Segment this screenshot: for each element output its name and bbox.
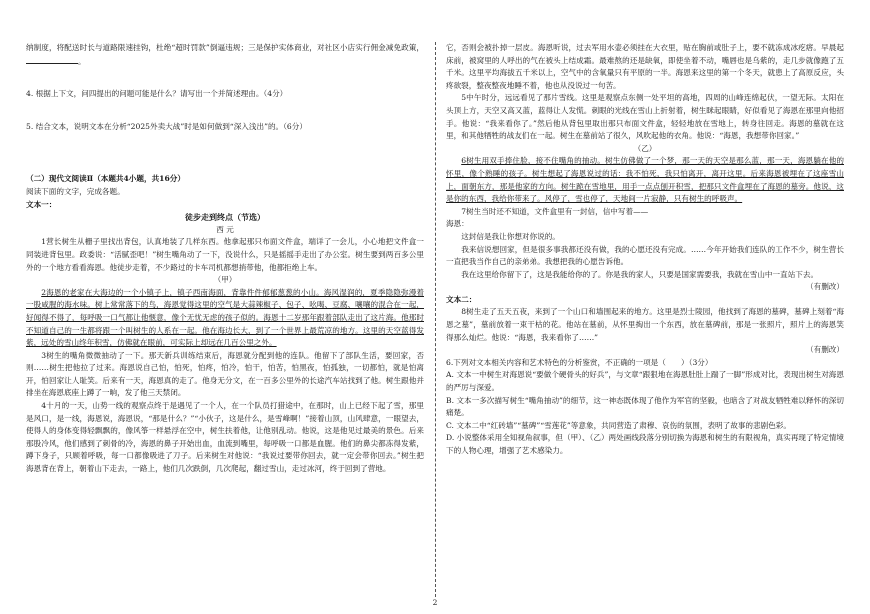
paragraph-6: 6树生用双手捧住脸，接不住嘴角的抽动。树生仿佛做了一个梦，那一天的天空是那么蓝，那一天，海恩躺在他的怀里，像个熟睡的孩子。树生想起了海恩说过的话：我不怕死，我只怕离开，离开这里。后来海恩被埋在了这座雪山上，面朝东方，那是他家的方向。树生跪在雪地里，用手一点点刨开积雪，把那只文件盒埋在了海恩的墓旁。他说，这是你的东西，我给你带来了。风停了，雪也停了，天地间一片寂静，只有树生的呼吸声。 xyxy=(446,156,844,204)
paragraph-4-continued: 它，否则会被扑掉一层皮。海恩听说，过去军用水壶必须挂在大衣里，贴在胸前或肚子上，要不就冻成冰疙瘩。早晨起床前，被窝里的人呼出的气在被头上结成霜。最难熬的还是缺氧，即使坐着不动，嘴唇也是乌紫的，走几步就像跑了五千米。这里平均海拔五千米以上，空气中的含氧量只有平原的一半。海恩来这里的第一个冬天，就患上了高原反应，头疼欲裂，整夜整夜地睡不着，他也从没说过一句苦。 xyxy=(446,43,844,90)
letter-line-1: 这封信是我让你想对你说的。 xyxy=(461,231,560,241)
option-d[interactable]: D. 小说整体采用全知视角叙事，但（甲）、（乙）两处画线段落分别切换为海恩和树生的有限视角，真实再现了特定情境下的人物心理，增强了艺术感染力。 xyxy=(446,433,844,455)
question-5: 5. 结合文本，说明文本在分析“2025外卖大战”时是如何做到“深入浅出”的。（6分） xyxy=(26,121,307,131)
text-2-paragraph: 8树生走了五天五夜，来到了一个山口和墙围起来的地方。这里是烈士陵园，他找到了海恩的墓碑，墓碑上刻着“海恩之墓”，墓前放着一束干枯的花。他站在墓前，从怀里掏出一个东西，放在墓碑前，那是一张照片，照片上的海恩笑得那么灿烂。他说：“海恩，我来看你了……” xyxy=(446,307,844,342)
right-column xyxy=(446,42,844,458)
answer-blank[interactable] xyxy=(26,55,78,64)
letter-salutation: 海恩： xyxy=(446,219,469,229)
option-a[interactable]: A. 文本一中树生对海恩说“要做个硬骨头的好兵”，与文章“跟狠地在海恩肚肚上踹了一脚”形成对比，表现出树生对海恩的严厉与深爱。 xyxy=(446,370,844,393)
question-6: 6.下列对文本相关内容和艺术特色的分析鉴赏，不正确的一项是（ ）（3分） xyxy=(446,357,713,367)
edit-note-2: （有删改） xyxy=(806,345,844,355)
paragraph-7: 7树生当时还不知道，文件盒里有一封信，信中写着—— xyxy=(461,206,649,216)
section-instruction: 阅读下面的文字，完成各题。 xyxy=(26,186,125,196)
question-4: 4. 根据上下文，问四提出的问题可能是什么？请写出一个并简述理由。（4分） xyxy=(26,89,288,99)
jia-label: （甲） xyxy=(213,275,237,285)
text-1-label: 文本一： xyxy=(26,199,57,209)
option-b[interactable]: B. 文本一多次描写树生“嘴角抽动”的细节，这一神态既体现了他作为军官的坚毅，也暗含了对战友牺牲难以释怀的深切痛楚。 xyxy=(446,395,844,418)
paragraph-4: 4十月的一天，山势一线的观察点终于是遇见了一个人，在一个队员打猎途中，在那时，山上已经下起了雪，那里是风口，是一线，海恩说，海恩说，“那是什么？”“小伙子，这是什么，是雪峰啊！”接着山顶，山风肆意，一眼望去，使得人的身体变得轻飘飘的，像风筝一样悬浮在空中，树生扶着他，让他别乱动。他说，这是他见过最美的景色。后来那股冷风，他们感到了刺骨的冷，海恩的鼻子开始出血，血流到嘴里，每呼吸一口都是血腥。他们的鼻尖都冻得发紫，蹲下身子，只顾着呼吸，每一口都像吸进了刀子。后来树生对他说：“我说过要带你回去，就一定会带你回去。”树生把海恩背在背上，朝着山下走去，一路上，他们几次跌倒，几次爬起，翻过雪山，走过冰河，终于回到了营地。 xyxy=(26,401,424,474)
paragraph-3: 3树生的嘴角微微抽动了一下。那天新兵训练结束后，海恩就分配到他的连队。他留下了部队生活，要回家，否则……树生把他拉了过来。海恩说自己怕，怕死，怕疼，怕冷，怕干，怕苦，怕黑夜，怕孤独，一切都怕，就是怕离开，怕回家让人耻笑。后来有一天，海恩真的走了。他身无分文，在一百多公里外的长途汽车站找到了他。树生跟他并排坐在海恩底座上蹲了一晌，发了他三天禁闭。 xyxy=(26,350,424,398)
story-author: 西 元 xyxy=(216,224,234,234)
paragraph-1: 1营长树生从栅子里找出背包，认真地装了几样东西。他拿起那只布面文件盒，端详了一会儿，小心地把文件盒一同装进背包里。政委说：“活腻歪吧！”树生嘴角动了一下，没说什么，只是摇摇手走出了办公室。树生要到两百多公里外的一个地方看看海恩。他徒步走着，不少路过的卡车司机都想捎带他，他都拒绝上车。 xyxy=(26,237,424,272)
column-divider xyxy=(435,42,436,597)
page-number: 2 xyxy=(432,598,438,607)
letter-line-3: 我在这里给你留下了，这是我能给你的了。你是我的家人，只要是国家需要我，我就在雪山中一直站下去。 xyxy=(461,269,819,279)
yi-label: （乙） xyxy=(633,143,657,153)
text-2-label: 文本二： xyxy=(446,294,477,304)
letter-line-2: 我来信说想回家，但是很多事我都还没有做，我的心愿还没有完成。……今年开始我们连队的工作不少，树生营长一直把我当作自己的亲弟弟。我想把我的心愿告诉他。 xyxy=(446,244,844,267)
section-heading: （二）现代文阅读Ⅱ（本题共4小题，共16分） xyxy=(26,174,185,184)
paragraph-5: 5中午时分，远远看见了那片雪线。这里是观察点东侧一处平坦的高地，四周的山峰连绵起伏，一望无际。太阳在头顶上方，天空又高又蓝，蓝得让人发慌。刺眼的光线在雪山上折射着，树生眯起眼睛，好似看见了海恩在那里向他招手。他说：“我来看你了。”然后他从背包里取出那只布面文件盒，轻轻地放在雪地上，转身往回走。海恩的墓就在这里，和其他牺牲的战友们在一起。树生在墓前站了很久，风吹起他的衣角。他说：“海恩，我想带你回家。” xyxy=(446,93,844,141)
option-c[interactable]: C. 文本二中“红砖墙”“墓碑”“雪莲花”等意象，共同营造了肃穆、哀伤的氛围，表明了故事的悲剧色彩。 xyxy=(446,420,791,430)
left-column xyxy=(26,42,424,476)
edit-note-1: （有删改） xyxy=(806,282,844,292)
question-3-tail: 纳制度，将配送时长与道路限速挂钩，杜绝“超时罚款”倒逼违规；三是保护实体商业，对社区小店实行佣金减免政策，。 xyxy=(26,43,424,66)
story-title: 徒步走到终点（节选） xyxy=(185,212,265,223)
paragraph-2: 2海恩的老家在大海边的一个小镇子上，镇子西南海面，背靠件件郁郁葱葱的小山。海风湿润的，夏季隐隐弥漫着一股咸腥的海水味。树上常常落下的鸟，海恩觉得这里的空气是大蒜辣椒子、包子、吆喝、豆腐、嚷嚷的混合在一起，好闻得不得了，每呼吸一口气都让他惬意，像个无忧无虑的孩子似的。海恩十二岁那年跟着部队走出了这片海。他那时不知道自己的一生都将跟一个叫树生的人系在一起。他在海边长大，到了一个世界上最荒凉的地方。这里的天空蓝得发紫，远处的雪山终年积雪，仿佛就在眼前，可实际上却远在几百公里之外。 xyxy=(26,287,424,348)
